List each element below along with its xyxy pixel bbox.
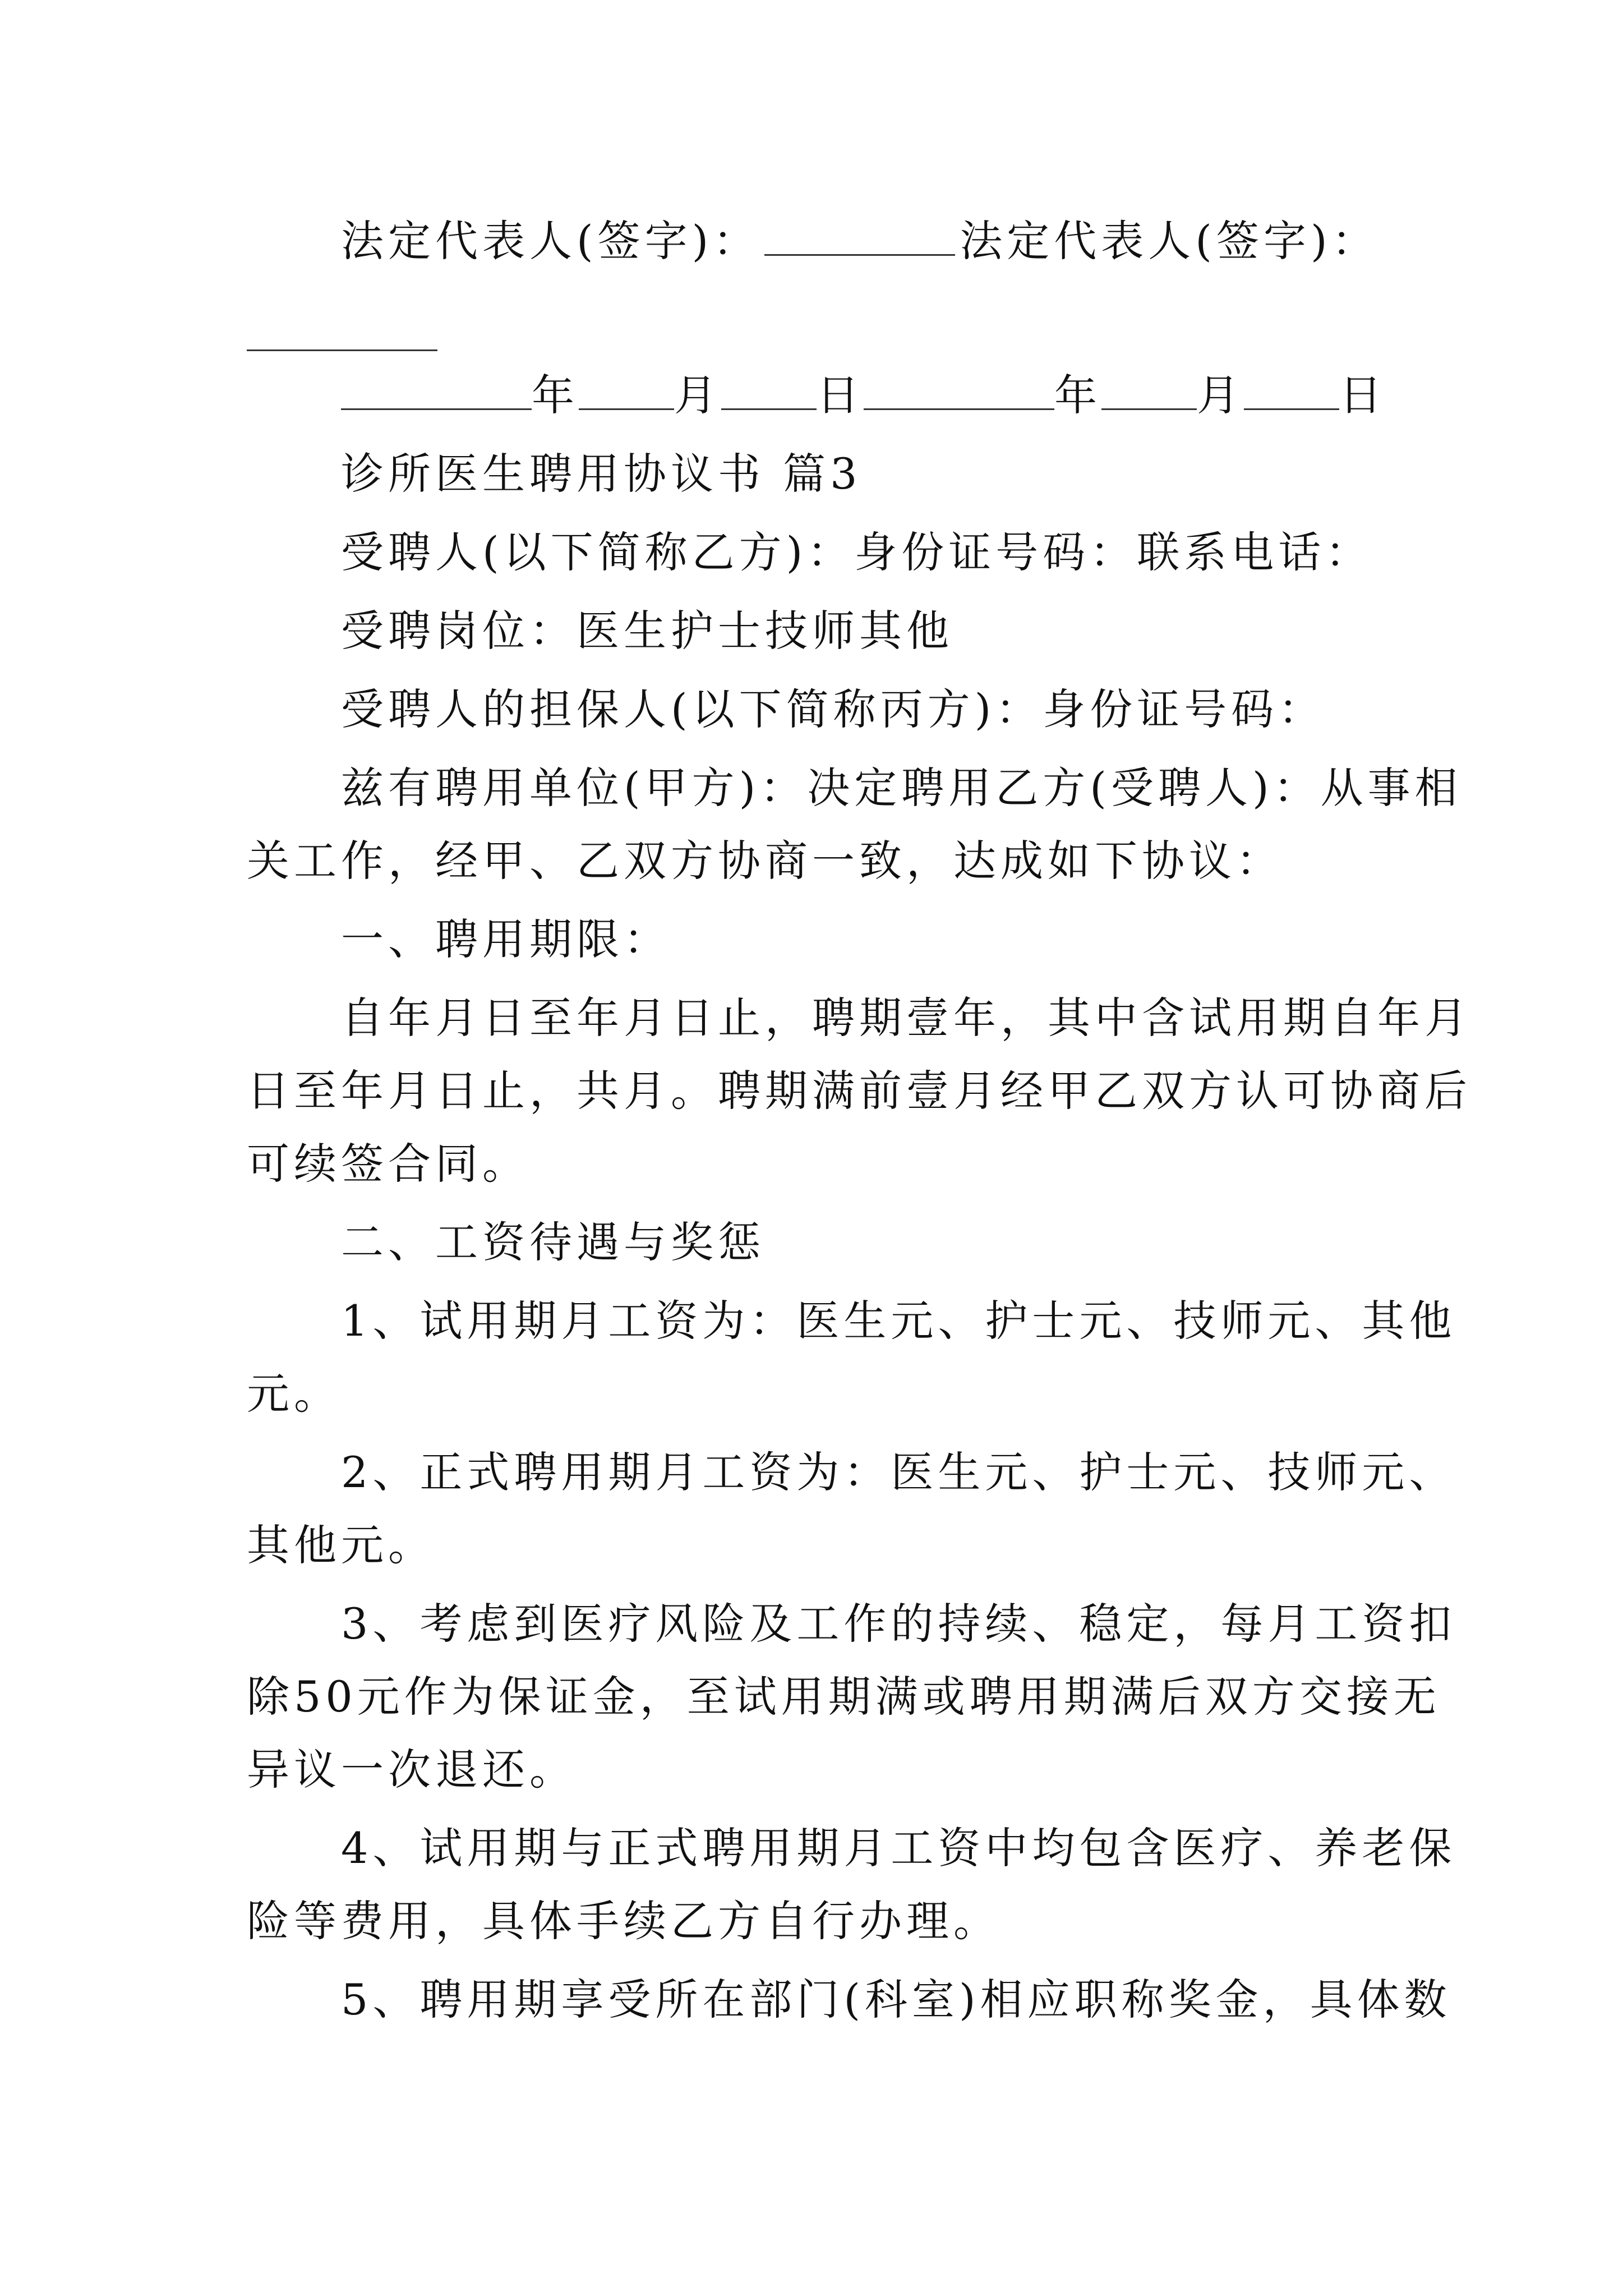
month-blank-a: [579, 371, 674, 410]
text-line: 4、试用期与正式聘用期月工资中均包含医疗、养老保: [341, 1823, 1456, 1873]
signature-continuation-row: [247, 309, 1377, 365]
text-line: 异议一次退还。: [247, 1745, 577, 1795]
text-line: 险等费用，具体手续乙方自行办理。: [247, 1896, 1000, 1946]
day-label-b: 日: [1339, 370, 1386, 420]
document-page: [247, 0, 1472, 2296]
text-line: 兹有聘用单位(甲方)：决定聘用乙方(受聘人)：从事相: [341, 763, 1462, 813]
text-line: 其他元。: [247, 1520, 435, 1570]
text-line: 受聘人的担保人(以下简称丙方)：身份证号码：: [341, 684, 1326, 734]
text-line: 3、考虑到医疗风险及工作的持续、稳定，每月工资扣: [341, 1599, 1456, 1649]
legal-rep-signature-label-b: 法定代表人(签字)：: [960, 216, 1379, 266]
heading-term: 一、聘用期限：: [341, 914, 671, 964]
text-line: 受聘人(以下简称乙方)：身份证号码：联系电话：: [341, 527, 1373, 577]
text-line: 自年月日至年月日止，聘期壹年，其中含试用期自年月: [341, 993, 1472, 1043]
text-line: 关工作，经甲、乙双方协商一致，达成如下协议：: [247, 836, 1283, 886]
day-blank-b: [1244, 371, 1339, 410]
day-label-a: 日: [817, 370, 864, 420]
signature-blank-b: [247, 312, 437, 351]
year-blank-a: [341, 371, 532, 410]
month-label-a: 月: [674, 370, 721, 420]
section-title: 诊所医生聘用协议书 篇3: [341, 449, 862, 499]
text-line: 日至年月日止，共月。聘期满前壹月经甲乙双方认可协商后: [247, 1066, 1472, 1116]
year-label-a: 年: [532, 370, 579, 420]
signature-blank-a: [764, 217, 955, 256]
day-blank-a: [721, 371, 817, 410]
signature-row: [341, 213, 1377, 269]
text-line: 受聘岗位：医生护士技师其他: [341, 606, 953, 656]
date-row: [341, 367, 1386, 424]
text-line: 1、试用期月工资为：医生元、护士元、技师元、其他: [341, 1296, 1456, 1346]
text-line: 元。: [247, 1369, 341, 1419]
heading-salary: 二、工资待遇与奖惩: [341, 1217, 765, 1267]
text-line: 5、聘用期享受所在部门(科室)相应职称奖金，具体数: [341, 1975, 1451, 2024]
month-blank-b: [1101, 371, 1197, 410]
text-line: 2、正式聘用期月工资为：医生元、护士元、技师元、: [341, 1447, 1456, 1497]
month-label-b: 月: [1197, 370, 1244, 420]
text-line: 可续签合同。: [247, 1139, 529, 1189]
year-blank-b: [864, 371, 1054, 410]
text-line: 除50元作为保证金，至试用期满或聘用期满后双方交接无: [247, 1672, 1441, 1722]
legal-rep-signature-label-a: 法定代表人(签字)：: [341, 216, 760, 266]
year-label-b: 年: [1054, 370, 1101, 420]
